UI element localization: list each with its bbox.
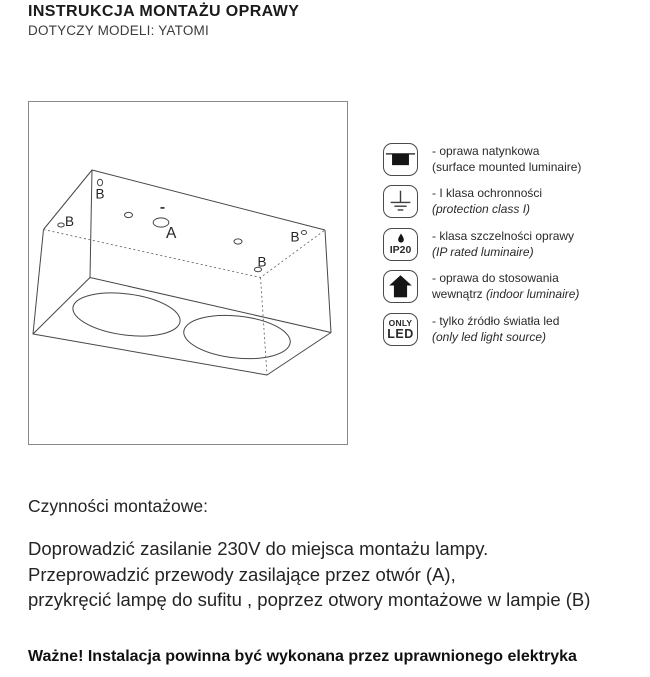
hole-label-b: B	[290, 229, 300, 245]
legend-text-pl: - oprawa do stosowania	[432, 271, 559, 285]
hole-label-a: A	[166, 225, 177, 242]
water-drop-glyph	[398, 234, 404, 243]
instructions-block	[28, 536, 590, 613]
instruction-line: przykręcić lampę do sufitu , poprzez otwory montażowe w lampie (B)	[28, 589, 591, 610]
mounting-hole-b3	[301, 231, 306, 235]
led-label: LED	[387, 327, 414, 341]
only-label: ONLY	[388, 317, 413, 328]
indoor-house-icon	[383, 270, 418, 303]
legend-row-led-source	[432, 314, 650, 345]
instruction-line: Doprowadzić zasilanie 230V do miejsca montażu lampy.	[28, 538, 489, 559]
lamp-isometric-drawing	[29, 102, 347, 444]
hole-label-b: B	[65, 214, 75, 229]
hidden-top-edges	[44, 230, 326, 278]
diagram-frame	[28, 101, 348, 445]
warning-text: Ważne! Instalacja powinna być wykonana przez uprawnionego elektryka	[28, 648, 577, 665]
legend-text-pl2: wewnątrz	[432, 286, 487, 301]
top-face-edges	[44, 170, 326, 230]
instruction-line: Przeprowadzić przewody zasilające przez otwór (A),	[28, 563, 456, 585]
left-side-edge	[33, 230, 44, 335]
mounting-hole-b1	[97, 179, 102, 185]
legend-text-en: (protection class I)	[432, 201, 531, 216]
legend-text-en: (surface mounted luminaire)	[432, 159, 582, 174]
legend-text-en: (indoor luminaire)	[486, 286, 580, 301]
bottom-face-edges	[33, 278, 331, 376]
legend-text-pl: - oprawa natynkowa	[432, 144, 540, 158]
legend-text-en: (only led light source)	[432, 329, 547, 344]
instructions-heading: Czynności montażowe:	[28, 496, 208, 516]
model-subtitle: DOTYCZY MODELI: YATOMI	[28, 23, 209, 38]
page-title: INSTRUKCJA MONTAŻU OPRAWY	[28, 3, 300, 20]
legend-row-ip-rating	[432, 229, 650, 260]
surface-mounted-icon	[383, 143, 418, 176]
hidden-vertical-edge	[261, 278, 268, 376]
legend-text-pl: - klasa szczelności oprawy	[432, 229, 575, 243]
hole-label-b: B	[95, 186, 105, 202]
hole-label-b: B	[257, 254, 267, 270]
right-edge	[325, 230, 331, 333]
lamp-opening-left	[70, 287, 182, 342]
small-mark	[161, 207, 165, 209]
lamp-opening-right	[182, 311, 293, 364]
legend-row-surface-mounted	[432, 144, 650, 175]
front-left-edge	[90, 170, 92, 278]
legend-text-pl: - tylko źródło światła led	[432, 314, 560, 328]
ip20-label: IP20	[389, 244, 412, 257]
legend-row-protection-class	[432, 186, 650, 217]
protection-class-ground-icon	[383, 185, 418, 218]
only-led-icon	[383, 313, 418, 346]
small-hole-right	[234, 239, 242, 244]
small-hole-left	[125, 212, 133, 217]
ip20-icon	[383, 228, 418, 261]
legend-text-pl: - I klasa ochronności	[432, 186, 543, 200]
legend-text-en: (IP rated luminaire)	[432, 244, 534, 259]
mounting-hole-b2	[58, 223, 64, 227]
legend-row-indoor	[432, 271, 650, 302]
